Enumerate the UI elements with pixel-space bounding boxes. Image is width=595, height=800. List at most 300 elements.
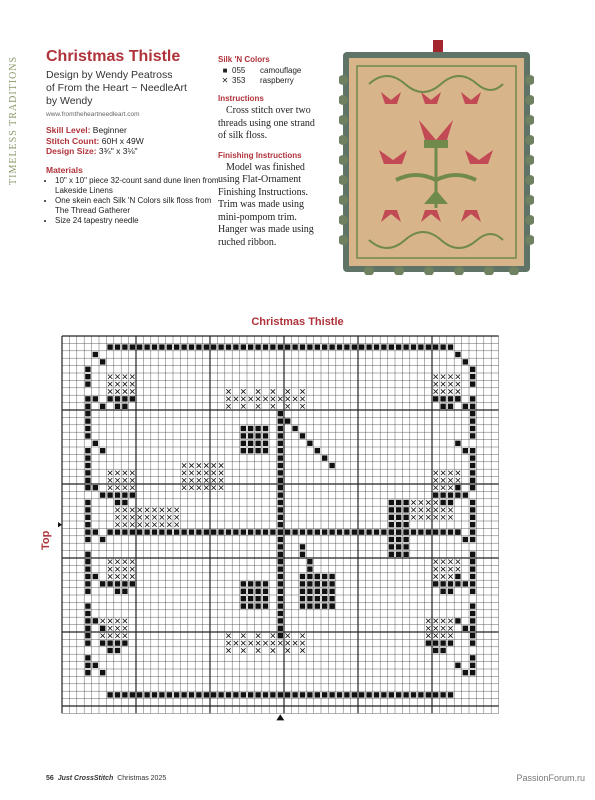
chart-stitch bbox=[115, 515, 119, 519]
chart-stitch bbox=[115, 692, 120, 697]
chart-stitch bbox=[85, 552, 90, 557]
skill-value: Beginner bbox=[92, 125, 127, 135]
chart-stitch bbox=[130, 389, 134, 393]
instructions-heading: Instructions bbox=[218, 94, 264, 103]
chart-stitch bbox=[263, 397, 267, 401]
chart-stitch bbox=[248, 448, 253, 453]
chart-stitch bbox=[441, 508, 445, 512]
chart-stitch bbox=[130, 581, 135, 586]
chart-stitch bbox=[123, 523, 127, 527]
chart-stitch bbox=[263, 581, 268, 586]
chart-stitch bbox=[107, 640, 112, 645]
chart-stitch bbox=[434, 471, 438, 475]
chart-stitch bbox=[448, 344, 453, 349]
chart-stitch bbox=[337, 344, 342, 349]
chart-stitch bbox=[263, 596, 268, 601]
chart-stitch bbox=[115, 574, 119, 578]
chart-stitch bbox=[204, 692, 209, 697]
chart-stitch bbox=[300, 344, 305, 349]
chart-stitch bbox=[108, 560, 112, 564]
chart-stitch bbox=[307, 441, 312, 446]
chart-stitch bbox=[455, 529, 460, 534]
chart-stitch bbox=[189, 692, 194, 697]
chart-stitch bbox=[100, 359, 105, 364]
chart-stitch bbox=[278, 448, 283, 453]
chart-stitch bbox=[455, 396, 460, 401]
chart-stitch bbox=[285, 344, 290, 349]
chart-stitch bbox=[115, 500, 120, 505]
chart-stitch bbox=[352, 692, 357, 697]
pattern-title: Christmas Thistle bbox=[46, 48, 181, 65]
chart-stitch bbox=[233, 692, 238, 697]
chart-stitch bbox=[300, 397, 304, 401]
chart-stitch bbox=[470, 626, 475, 631]
chart-stitch bbox=[359, 529, 364, 534]
chart-stitch bbox=[181, 692, 186, 697]
chart-stitch bbox=[322, 529, 327, 534]
chart-stitch bbox=[271, 389, 275, 393]
page-footer bbox=[46, 775, 166, 782]
chart-stitch bbox=[322, 589, 327, 594]
chart-stitch bbox=[122, 500, 127, 505]
chart-stitch bbox=[470, 500, 475, 505]
chart-stitch bbox=[197, 486, 201, 490]
chart-stitch bbox=[286, 648, 290, 652]
chart-stitch bbox=[285, 418, 290, 423]
chart-stitch bbox=[122, 692, 127, 697]
chart-stitch bbox=[241, 648, 245, 652]
chart-stitch bbox=[307, 566, 312, 571]
chart-stitch bbox=[441, 560, 445, 564]
chart-stitch bbox=[256, 404, 260, 408]
chart-stitch bbox=[434, 567, 438, 571]
chart-stitch bbox=[108, 634, 112, 638]
chart-stitch bbox=[434, 560, 438, 564]
chart-stitch bbox=[115, 389, 119, 393]
chart-stitch bbox=[85, 433, 90, 438]
chart-stitch bbox=[455, 441, 460, 446]
color-key-row bbox=[218, 66, 318, 76]
chart-stitch bbox=[226, 397, 230, 401]
chart-stitch bbox=[100, 670, 105, 675]
chart-stitch bbox=[234, 397, 238, 401]
chart-stitch bbox=[278, 603, 283, 608]
chart-stitch bbox=[278, 537, 283, 542]
chart-stitch bbox=[107, 692, 112, 697]
chart-stitch bbox=[426, 640, 431, 645]
chart-stitch bbox=[167, 523, 171, 527]
chart-stitch bbox=[470, 470, 475, 475]
page-number: 56 bbox=[46, 775, 54, 782]
chart-stitch bbox=[440, 640, 445, 645]
chart-stitch bbox=[470, 515, 475, 520]
chart-stitch bbox=[137, 344, 142, 349]
chart-stitch bbox=[403, 537, 408, 542]
chart-stitch bbox=[93, 618, 98, 623]
chart-stitch bbox=[278, 618, 283, 623]
chart-stitch bbox=[263, 448, 268, 453]
chart-stitch bbox=[263, 529, 268, 534]
chart-stitch bbox=[329, 596, 334, 601]
chart-stitch bbox=[389, 529, 394, 534]
chart-stitch bbox=[108, 478, 112, 482]
chart-stitch bbox=[85, 566, 90, 571]
chart-stitch bbox=[85, 559, 90, 564]
chart-stitch bbox=[115, 471, 119, 475]
design-size-label: Design Size: bbox=[46, 146, 97, 156]
chart-stitch bbox=[448, 692, 453, 697]
chart-stitch bbox=[233, 529, 238, 534]
chart-stitch bbox=[470, 574, 475, 579]
chart-stitch bbox=[396, 500, 401, 505]
chart-stitch bbox=[123, 471, 127, 475]
chart-stitch bbox=[434, 508, 438, 512]
chart-stitch bbox=[85, 455, 90, 460]
chart-stitch bbox=[278, 426, 283, 431]
chart-stitch bbox=[278, 492, 283, 497]
chart-stitch bbox=[85, 463, 90, 468]
chart-stitch bbox=[115, 508, 119, 512]
chart-stitch bbox=[344, 344, 349, 349]
chart-stitch bbox=[441, 626, 445, 630]
chart-stitch bbox=[292, 692, 297, 697]
chart-stitch bbox=[300, 574, 305, 579]
chart-stitch bbox=[448, 508, 452, 512]
chart-stitch bbox=[307, 603, 312, 608]
chart-stitch bbox=[123, 508, 127, 512]
chart-stitch bbox=[389, 344, 394, 349]
cross-stitch-chart bbox=[58, 332, 536, 730]
chart-stitch bbox=[241, 389, 245, 393]
chart-stitch bbox=[307, 581, 312, 586]
chart-stitch bbox=[115, 560, 119, 564]
chart-stitch bbox=[455, 492, 460, 497]
chart-stitch bbox=[204, 344, 209, 349]
chart-stitch bbox=[470, 426, 475, 431]
chart-stitch bbox=[403, 692, 408, 697]
chart-stitch bbox=[396, 537, 401, 542]
chart-stitch bbox=[470, 381, 475, 386]
chart-stitch bbox=[204, 486, 208, 490]
chart-stitch bbox=[463, 670, 468, 675]
chart-stitch bbox=[278, 566, 283, 571]
chart-stitch bbox=[278, 529, 283, 534]
chart-stitch bbox=[226, 389, 230, 393]
chart-stitch bbox=[278, 633, 283, 638]
chart-stitch bbox=[403, 522, 408, 527]
chart-stitch bbox=[411, 344, 416, 349]
chart-stitch bbox=[456, 389, 460, 393]
chart-stitch bbox=[322, 344, 327, 349]
chart-stitch bbox=[426, 344, 431, 349]
chart-stitch bbox=[455, 618, 460, 623]
chart-stitch bbox=[440, 529, 445, 534]
chart-stitch bbox=[137, 692, 142, 697]
chart-stitch bbox=[122, 581, 127, 586]
chart-stitch bbox=[130, 396, 135, 401]
chart-stitch bbox=[145, 508, 149, 512]
chart-stitch bbox=[233, 344, 238, 349]
chart-stitch bbox=[130, 486, 134, 490]
chart-stitch bbox=[456, 382, 460, 386]
chart-stitch bbox=[448, 478, 452, 482]
chart-stitch bbox=[441, 382, 445, 386]
chart-stitch bbox=[204, 478, 208, 482]
chart-stitch bbox=[329, 603, 334, 608]
chart-stitch bbox=[278, 544, 283, 549]
chart-stitch bbox=[182, 478, 186, 482]
chart-stitch bbox=[226, 529, 231, 534]
chart-stitch bbox=[271, 397, 275, 401]
chart-stitch bbox=[167, 344, 172, 349]
chart-stitch bbox=[100, 640, 105, 645]
chart-stitch bbox=[123, 567, 127, 571]
chart-stitch bbox=[329, 344, 334, 349]
chart-stitch bbox=[278, 626, 283, 631]
chart-stitch bbox=[286, 641, 290, 645]
chart-stitch bbox=[441, 574, 445, 578]
color-number: 055 bbox=[232, 66, 246, 75]
chart-stitch bbox=[93, 485, 98, 490]
chart-stitch bbox=[255, 603, 260, 608]
chart-stitch bbox=[315, 574, 320, 579]
designer-url[interactable]: www.fromtheheartneedleart.com bbox=[46, 111, 140, 118]
chart-stitch bbox=[470, 463, 475, 468]
chart-stitch bbox=[115, 375, 119, 379]
chart-stitch bbox=[211, 692, 216, 697]
chart-stitch bbox=[271, 641, 275, 645]
chart-stitch bbox=[85, 626, 90, 631]
chart-stitch bbox=[470, 618, 475, 623]
chart-stitch bbox=[396, 552, 401, 557]
chart-stitch bbox=[411, 529, 416, 534]
chart-stitch bbox=[115, 523, 119, 527]
chart-stitch bbox=[307, 589, 312, 594]
chart-stitch bbox=[108, 389, 112, 393]
chart-stitch bbox=[419, 500, 423, 504]
chart-stitch bbox=[85, 574, 90, 579]
chart-stitch bbox=[85, 500, 90, 505]
chart-stitch bbox=[426, 515, 430, 519]
chart-stitch bbox=[286, 397, 290, 401]
chart-stitch bbox=[226, 404, 230, 408]
chart-stitch bbox=[167, 692, 172, 697]
chart-stitch bbox=[256, 641, 260, 645]
chart-stitch bbox=[286, 389, 290, 393]
chart-stitch bbox=[329, 589, 334, 594]
chart-stitch bbox=[396, 515, 401, 520]
pattern-specs bbox=[46, 125, 221, 157]
chart-stitch bbox=[448, 492, 453, 497]
chart-stitch bbox=[448, 515, 452, 519]
chart-stitch bbox=[248, 344, 253, 349]
chart-stitch bbox=[456, 478, 460, 482]
materials-list bbox=[46, 176, 221, 226]
chart-stitch bbox=[249, 397, 253, 401]
chart-stitch bbox=[152, 344, 157, 349]
chart-stitch bbox=[144, 692, 149, 697]
chart-stitch bbox=[85, 404, 90, 409]
chart-stitch bbox=[403, 544, 408, 549]
chart-stitch bbox=[448, 640, 453, 645]
chart-stitch bbox=[389, 522, 394, 527]
chart-stitch bbox=[278, 470, 283, 475]
chart-stitch bbox=[122, 396, 127, 401]
chart-stitch bbox=[130, 692, 135, 697]
chart-stitch bbox=[263, 603, 268, 608]
chart-stitch bbox=[470, 478, 475, 483]
chart-stitch bbox=[285, 692, 290, 697]
chart-stitch bbox=[278, 485, 283, 490]
chart-title: Christmas Thistle bbox=[251, 316, 344, 328]
chart-stitch bbox=[159, 692, 164, 697]
chart-stitch bbox=[115, 567, 119, 571]
chart-stitch bbox=[441, 389, 445, 393]
chart-stitch bbox=[160, 523, 164, 527]
chart-stitch bbox=[248, 589, 253, 594]
chart-stitch bbox=[219, 486, 223, 490]
chart-stitch bbox=[218, 344, 223, 349]
chart-stitch bbox=[175, 523, 179, 527]
magazine-name: Just CrossStitch bbox=[57, 775, 114, 782]
chart-stitch bbox=[219, 478, 223, 482]
chart-stitch bbox=[241, 344, 246, 349]
chart-stitch bbox=[130, 515, 134, 519]
chart-stitch bbox=[160, 515, 164, 519]
chart-stitch bbox=[448, 574, 452, 578]
chart-stitch bbox=[352, 529, 357, 534]
chart-stitch bbox=[448, 560, 452, 564]
chart-stitch bbox=[181, 344, 186, 349]
chart-stitch bbox=[278, 455, 283, 460]
chart-stitch bbox=[85, 633, 90, 638]
chart-stitch bbox=[167, 515, 171, 519]
chart-stitch bbox=[322, 596, 327, 601]
chart-stitch bbox=[123, 478, 127, 482]
chart-stitch bbox=[448, 396, 453, 401]
chart-stitch bbox=[226, 692, 231, 697]
chart-stitch bbox=[470, 485, 475, 490]
chart-stitch bbox=[411, 508, 415, 512]
byline-line: Design by Wendy Peatross bbox=[46, 69, 173, 81]
chart-stitch bbox=[300, 581, 305, 586]
chart-stitch bbox=[456, 375, 460, 379]
chart-stitch bbox=[448, 626, 452, 630]
chart-stitch bbox=[189, 478, 193, 482]
chart-stitch bbox=[374, 692, 379, 697]
chart-stitch bbox=[448, 589, 453, 594]
chart-stitch bbox=[470, 670, 475, 675]
chart-stitch bbox=[322, 692, 327, 697]
materials-heading: Materials bbox=[46, 164, 83, 175]
chart-stitch bbox=[278, 522, 283, 527]
material-item: • 10" x 10" piece 32-count sand dune linen from Lakeside Linens bbox=[55, 176, 221, 196]
chart-stitch bbox=[403, 529, 408, 534]
chart-stitch bbox=[85, 448, 90, 453]
chart-stitch bbox=[138, 515, 142, 519]
chart-stitch bbox=[448, 486, 452, 490]
chart-stitch bbox=[470, 367, 475, 372]
chart-stitch bbox=[456, 471, 460, 475]
chart-stitch bbox=[115, 486, 119, 490]
chart-stitch bbox=[255, 448, 260, 453]
chart-stitch bbox=[85, 470, 90, 475]
chart-stitch bbox=[278, 581, 283, 586]
chart-stitch bbox=[196, 692, 201, 697]
chart-stitch bbox=[248, 581, 253, 586]
chart-stitch bbox=[426, 634, 430, 638]
chart-stitch bbox=[241, 603, 246, 608]
chart-stitch bbox=[300, 433, 305, 438]
chart-stitch bbox=[434, 626, 438, 630]
chart-stitch bbox=[107, 648, 112, 653]
chart-stitch bbox=[463, 581, 468, 586]
chart-stitch bbox=[108, 375, 112, 379]
section-label: TIMELESS TRADITIONS bbox=[8, 55, 19, 185]
chart-stitch bbox=[300, 603, 305, 608]
chart-stitch bbox=[433, 640, 438, 645]
chart-stitch bbox=[418, 344, 423, 349]
chart-stitch bbox=[278, 641, 282, 645]
chart-stitch bbox=[248, 596, 253, 601]
chart-stitch bbox=[396, 522, 401, 527]
chart-stitch bbox=[448, 634, 452, 638]
chart-stitch bbox=[248, 529, 253, 534]
chart-stitch bbox=[426, 619, 430, 623]
chart-stitch bbox=[300, 544, 305, 549]
chart-stitch bbox=[108, 626, 112, 630]
chart-stitch bbox=[93, 396, 98, 401]
square-symbol-icon: ■ bbox=[222, 66, 228, 75]
chart-stitch bbox=[381, 529, 386, 534]
chart-stitch bbox=[300, 589, 305, 594]
chart-stitch bbox=[396, 692, 401, 697]
chart-stitch bbox=[448, 382, 452, 386]
chart-stitch bbox=[463, 404, 468, 409]
chart-stitch bbox=[226, 641, 230, 645]
chart-stitch bbox=[115, 648, 120, 653]
chart-stitch bbox=[123, 382, 127, 386]
chart-stitch bbox=[434, 574, 438, 578]
chart-stitch bbox=[300, 641, 304, 645]
chart-stitch bbox=[278, 692, 283, 697]
chart-stitch bbox=[85, 515, 90, 520]
chart-stitch bbox=[448, 529, 453, 534]
chart-stitch bbox=[248, 433, 253, 438]
chart-stitch bbox=[234, 641, 238, 645]
chart-stitch bbox=[248, 692, 253, 697]
chart-stitch bbox=[226, 634, 230, 638]
issue-name: Christmas 2025 bbox=[117, 775, 167, 782]
chart-stitch bbox=[85, 663, 90, 668]
pattern-info bbox=[46, 48, 221, 226]
chart-stitch bbox=[130, 344, 135, 349]
chart-stitch bbox=[263, 641, 267, 645]
color-name: camouflage bbox=[260, 66, 302, 75]
chart-stitch bbox=[470, 655, 475, 660]
chart-stitch bbox=[322, 455, 327, 460]
chart-stitch bbox=[263, 692, 268, 697]
chart-stitch bbox=[426, 692, 431, 697]
chart-stitch bbox=[115, 589, 120, 594]
chart-stitch bbox=[182, 471, 186, 475]
chart-stitch bbox=[366, 529, 371, 534]
chart-stitch bbox=[389, 507, 394, 512]
chart-stitch bbox=[212, 471, 216, 475]
chart-stitch bbox=[441, 471, 445, 475]
chart-stitch bbox=[130, 478, 134, 482]
chart-stitch bbox=[337, 529, 342, 534]
